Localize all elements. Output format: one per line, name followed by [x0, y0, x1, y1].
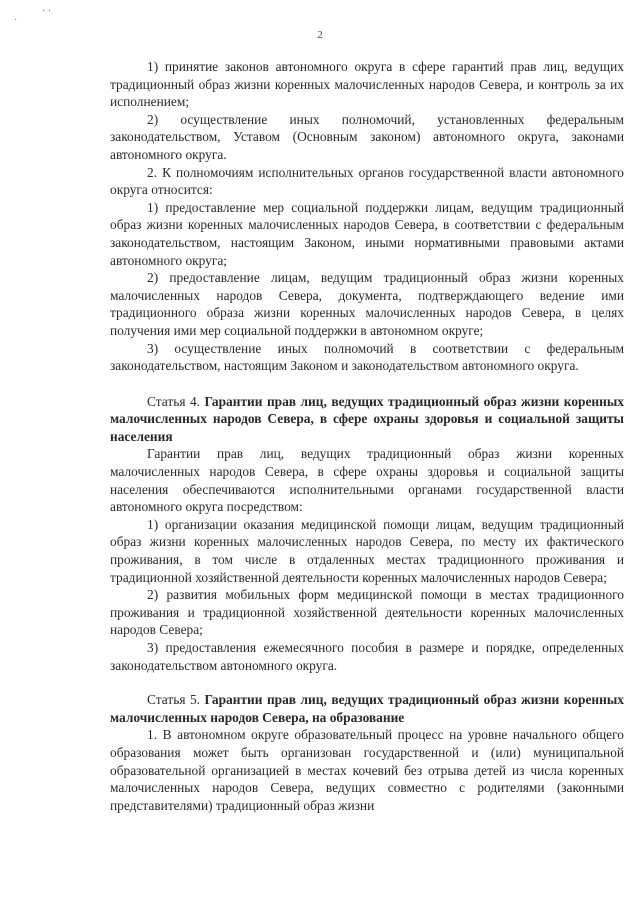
- scan-speck: · ·: [42, 6, 52, 17]
- paragraph: 1) предоставление мер социальной поддержки лицам, ведущим традиционный образ жизни коренных малочисленных народов Севера, в соответствии с федеральным законодательством, настоящим Законом, иными нормативными правовыми актами автономного округа;: [110, 199, 624, 268]
- page-number: 2: [317, 29, 323, 41]
- article-title: Гарантии прав лиц, ведущих традиционный образ жизни коренных малочисленных народов Севера, в сфере охраны здоровья и социальной защиты населения: [110, 393, 624, 444]
- paragraph: 2. К полномочиям исполнительных органов государственной власти автономного округа относится:: [110, 164, 624, 198]
- paragraph: 3) осуществление иных полномочий в соответствии с федеральным законодательством, настоящим Законом и законодательством автономного округа.: [110, 340, 624, 374]
- paragraph: Гарантии прав лиц, ведущих традиционный образ жизни коренных малочисленных народов Севера, в сфере охраны здоровья и социальной защиты населения обеспечиваются исполнительными органами государственной власти автономного округа посредством:: [110, 446, 624, 515]
- article-5-heading: [110, 691, 624, 726]
- document-body: [110, 58, 624, 814]
- article-label: Статья 4.: [147, 393, 201, 409]
- paragraph: 2) осуществление иных полномочий, установленных федеральным законодательством, Уставом (Основным законом) автономного округа, законами автономного округа.: [110, 111, 624, 162]
- article-4-heading: [110, 393, 624, 446]
- paragraph: 1. В автономном округе образовательный процесс на уровне начального общего образования может быть организован государственной и (или) муниципальной образовательной организацией в местах кочевий без отрыва детей из числа коренных малочисленных народов Севера, ведущих совместно с родителями (законными представителями) традиционный образ жизни: [110, 727, 624, 813]
- paragraph: 2) развития мобильных форм медицинской помощи в местах традиционного проживания и традиционной хозяйственной деятельности коренных малочисленных народов Севера;: [110, 587, 624, 638]
- paragraph: 3) предоставления ежемесячного пособия в размере и порядке, определенных законодательством автономного округа.: [110, 640, 624, 673]
- scan-speck: ˙: [14, 18, 18, 29]
- article-title: Гарантии прав лиц, ведущих традиционный образ жизни коренных малочисленных народов Севера, на образование: [110, 692, 624, 725]
- paragraph: 2) предоставление лицам, ведущим традиционный образ жизни коренных малочисленных народов Севера, документа, подтверждающего ведение ими традиционного образа жизни коренных малочисленных народов Севера, в целях получения ими мер социальной поддержки в автономном округе;: [110, 270, 624, 338]
- paragraph: 1) принятие законов автономного округа в сфере гарантий прав лиц, ведущих традиционный образ жизни коренных малочисленных народов Севера, и контроль за их исполнением;: [110, 59, 624, 110]
- paragraph: 1) организации оказания медицинской помощи лицам, ведущим традиционный образ жизни коренных малочисленных народов Севера, по месту их фактического проживания, в том числе в отдаленных местах традиционного проживания и традиционной хозяйственной деятельности коренных малочисленных народов Севера;: [110, 516, 624, 585]
- article-label: Статья 5.: [147, 692, 201, 708]
